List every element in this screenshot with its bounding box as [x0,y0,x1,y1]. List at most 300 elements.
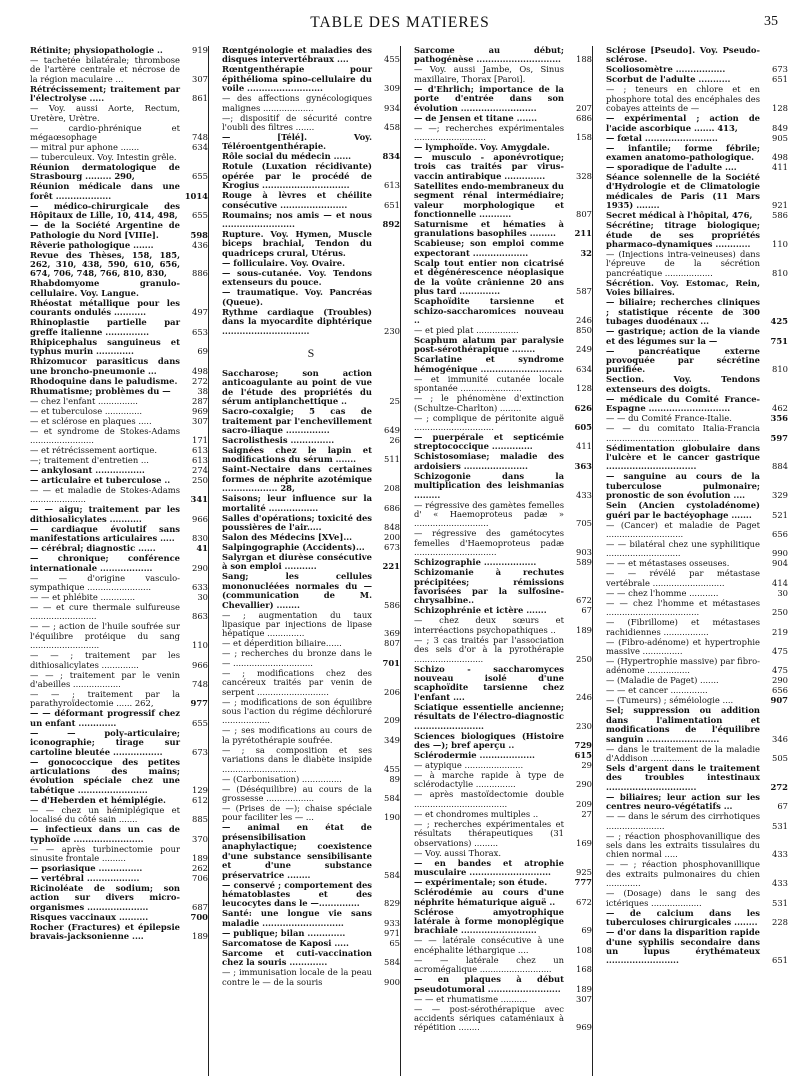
index-entry-page: 433 [772,849,788,860]
index-entry [414,616,592,635]
index-entry [606,221,788,249]
index-entry-text: Rythme cardiaque (Troubles) dans la myocardite diphtérique .............................. [222,306,372,336]
index-entry-page: 651 [384,199,400,210]
index-entry-page: 701 [382,657,400,668]
index-entry [30,338,208,357]
index-entry-text: Rhizomucor parasiticus dans une broncho-pneumonie ... [30,356,180,376]
index-entry [414,606,592,615]
index-entry [606,75,788,84]
index-entry-text: Rœntgenthérapie pour épithélioma spino-cellulaire du voile .......................... [222,64,372,94]
index-entry [222,939,400,948]
index-entry [222,572,400,610]
index-entry [30,85,208,104]
index-entry-text: — (Hypertrophie massive) par fibro-adénome ................ [606,656,760,676]
section-letter-heading: S [307,345,315,360]
index-entry-page: 807 [576,209,592,220]
index-entry-page: 38 [197,385,208,396]
index-entry-page: 65 [389,937,400,948]
index-entry-text: — Voy. aussi Aorte, Rectum, Uretère, Urètre. [30,103,180,123]
index-entry-page: 290 [772,675,788,686]
index-entry-page: 990 [772,548,788,559]
index-entry-page: 687 [192,901,208,912]
index-entry [606,909,788,928]
index-entry-page: 498 [192,365,208,376]
index-entry-text: — et rétrécissement aortique. [30,444,158,455]
index-entry-text: — régressive des gamétocytes femelles d'Haemoproteus padæ ............................... [414,528,564,558]
index-entry-page: 849 [772,122,788,133]
index-entry-page: 27 [581,808,592,819]
index-entry-text: — ; recherches du bronze dans le — .............................. [222,648,372,668]
index-entry [30,486,208,505]
index-entry-page: 686 [384,502,400,513]
index-entry-page: 905 [772,132,788,143]
index-entry-page: 589 [576,557,592,568]
index-entry-text: Rouge à lèvres et chéilite consécutive ....................... [222,190,372,210]
index-entry [222,494,400,513]
index-entry-text: Saccharose; son action anticoagulante au point de vue de l'étude des propriétés du sérum antiplanchettique .. [222,367,372,407]
index-entry-page: 848 [384,521,400,532]
index-entry-text: Salyrgan et diurèse consécutive à son emploi ........... [222,551,372,572]
index-entry-text: — expérimental ; action de l'acide ascorbique ....... 413, [606,113,760,133]
index-entry [414,124,592,143]
index-entry [606,134,788,143]
index-entry [414,732,592,751]
index-entry [414,355,592,374]
index-entry-text: Sels d'argent dans le traitement des troubles intestinaux ............................... [606,763,760,792]
index-entry [414,529,592,557]
index-entry-page: 748 [192,678,208,689]
index-entry-page: 633 [192,581,208,592]
index-entry-page: 729 [574,740,592,751]
index-entry-text: Rôle social du médecin ...... [222,151,352,162]
index-entry [414,414,592,433]
index-entry [606,764,788,792]
index-entry [222,698,400,726]
index-entry [30,466,208,475]
index-entry-text: — fœtal ......................... [606,132,718,143]
index-entry [414,220,592,239]
index-entry-text: Sel; suppression ou addition dans l'alimentation et modifications de l'équilibre sanguin ......................... [606,705,760,744]
index-entry-page: 455 [384,763,400,774]
index-columns [30,46,788,1076]
index-entry [30,825,208,844]
index-entry-text: — de Jensen et titane ....... [414,112,538,123]
index-entry-page: 206 [384,686,400,697]
index-entry [222,746,400,774]
index-entry-page: 863 [192,611,208,622]
index-entry-page: 189 [576,983,592,994]
index-entry-page: 969 [192,405,208,416]
index-entry-page: 511 [384,454,400,465]
index-entry [222,533,400,542]
index-entry [30,884,208,912]
index-entry-page: 886 [192,268,208,279]
index-entry [606,860,788,888]
index-entry-text: — et tuberculose .............. [30,405,143,416]
index-entry [606,569,788,588]
index-entry-page: 108 [576,944,592,955]
index-entry [606,638,788,657]
index-entry-text: — folliculaire. Voy. Ovaire. [222,257,346,268]
index-entry-page: 505 [772,753,788,764]
index-entry [606,540,788,559]
index-entry-page: 656 [772,528,788,539]
index-entry-text: Scalp tout entier non cicatrisé et dégénérescence néoplasique de la voûte crânienne 20 ans plus tard .............. [414,257,564,297]
index-entry [414,182,592,220]
index-entry [606,559,788,568]
index-entry-text: Saturnisme et hématies à granulations basophiles ......... [414,219,564,239]
index-entry [606,589,788,598]
index-entry [414,888,592,907]
index-entry-page: 613 [192,454,208,465]
index-entry-page: 861 [192,93,208,104]
index-entry-text: — à marche rapide à type de sclérodactylie ............... [414,770,564,790]
index-entry [222,881,400,909]
index-entry [30,806,208,825]
index-entry-text: Revue des Thèses, 158, 185, 262, 310, 438, 590, 610, 656, 674, 706, 748, 766, 810, 830, [30,249,180,279]
index-entry [414,143,592,152]
index-entry-text: Rhodoquine dans le paludisme. [30,375,178,386]
index-entry [30,874,208,883]
index-entry-page: 30 [777,587,788,598]
index-entry [30,104,208,123]
index-entry-page: 850 [576,324,592,335]
index-entry-page: 67 [581,605,592,616]
index-entry-page: 230 [576,720,592,731]
index-entry-text: Sarcome et cuti-vaccination chez la souris ............. [222,947,372,968]
index-entry [30,182,208,201]
index-entry-page: 356 [770,413,788,424]
index-entry-text: — ; réaction phosphovanillique des sels dans les extraits tissulaires du chien normal ..... [606,830,760,860]
index-entry-page: 411 [576,441,592,452]
index-entry-text: Schistosomiase; maladie des ardoisiers ...................... [414,451,564,471]
index-entry-page: 329 [772,490,788,501]
index-entry-page: 615 [574,750,592,761]
index-entry-page: 969 [576,1022,592,1033]
index-entry-text: Scorbut de l'adulte ........... [606,74,731,85]
index-entry-text: — pancréatique externe provoquée par sécrétine purifiée. [606,345,760,375]
index-entry [222,65,400,93]
index-entry-page: 498 [772,152,788,163]
index-entry [30,758,208,796]
index-entry-text: — chez l'enfant ............... [30,395,138,406]
index-entry-text: Section. Voy. Tendons extenseurs des doigts. [606,374,760,394]
index-entry-text: — puerpérale et septicémie streptococcique .............. [414,431,564,452]
index-entry [414,239,592,258]
index-entry-text: — — et maladie de Stokes-Adams ..................... [30,484,180,505]
index-entry-text: — cardiaque évolutif sans manifestations articulaires ..... [30,523,180,544]
index-entry [30,525,208,544]
index-entry [30,923,208,942]
index-entry-text: — — chez l'homme ........... [606,587,719,598]
index-entry-page: 290 [192,562,208,573]
index-entry [414,665,592,703]
index-entry-text: Rhéostat métallique pour les courants ondulés ........... [30,297,180,318]
index-entry-page: 208 [384,483,400,494]
index-entry-text: Roumains; nos amis — et nous ......................... [222,209,372,230]
index-entry-text: Secret médical à l'hôpital, 476, [606,210,753,221]
index-entry-text: Sein (Ancien cystoladénome) guéri par le bactéyophage ....... [606,500,760,520]
index-entry-text: — d'or dans la disparition rapide d'une syphilis secondaire dans un lupus érythémateux ......................... [606,927,760,966]
index-entry-text: — biliaires; leur action sur les centres neuro-végétatifs ... [606,791,760,812]
index-entry [30,251,208,279]
index-entry-text: Sclérodémie au cours d'une néphrite hématurique aiguë .. [414,887,564,907]
index-entry-text: — cardio-phrénique et mégaœsophage [30,122,180,143]
index-entry [222,775,400,784]
index-entry [222,407,400,435]
index-entry-page: 190 [384,812,400,823]
index-entry-page: 26 [389,434,400,445]
index-entry-text: Sclérodermie ................... [414,750,535,761]
index-entry [222,152,400,161]
index-entry-text: Saisons; leur influence sur la mortalité ................. [222,493,372,513]
index-entry-page: 168 [576,964,592,975]
index-entry-text: Sécrétine; titrage biologique; étude de ses propriétés pharmaco-dynamiques ............ [606,220,760,250]
index-entry [222,162,400,190]
index-entry-page: 30 [197,591,208,602]
index-entry [30,544,208,553]
index-entry [222,369,400,407]
index-entry-text: Sarcome au début; pathogénèse ............................. [414,46,564,65]
index-entry-text: — conservé ; comportement des hématoblastes et des leucocytes dans le —.............. [222,879,372,909]
index-entry-page: 129 [192,784,208,795]
index-entry-page: 128 [576,383,592,394]
index-entry [222,436,400,445]
index-entry-page: 656 [772,685,788,696]
index-entry-page: 497 [192,307,208,318]
index-entry [30,299,208,318]
index-entry-text: — — et cancer .............. [606,685,708,696]
index-entry-page: 884 [772,461,788,472]
index-entry-text: — d'Heberden et hémiplégie. [30,794,166,805]
index-entry [222,288,400,307]
index-entry [414,820,592,848]
index-entry [222,639,400,648]
index-entry [30,202,208,221]
index-entry [606,686,788,695]
index-entry-text: — —; recherches expérimentales ........................... [414,122,564,143]
index-entry-text: Rotule (Luxation récidivante) opérée par le procédé de Krogius .............................. [222,161,372,191]
index-entry-page: 221 [382,561,400,572]
index-entry-text: — Voy. aussi Thorax. [414,847,502,858]
index-entry-page: 169 [576,837,592,848]
index-entry-text: Sédimentation globulaire dans l'ulcère et le cancer gastrique ............................... [606,442,760,472]
index-entry-page: 29 [581,760,592,771]
index-entry-page: 307 [192,73,208,84]
index-entry-page: 966 [192,513,208,524]
index-entry-page: 249 [576,344,592,355]
index-entry-page: 672 [576,896,592,907]
index-entry-page: 309 [384,83,400,94]
index-entry-text: — sporadique de l'adulte .... [606,162,737,173]
index-entry-text: — cérébral; diagnostic ...... [30,543,156,554]
index-entry-text: — ; ses modifications au cours de la pyrétothérapie soufrée. [222,725,372,745]
index-entry [606,706,788,744]
index-entry [222,726,400,745]
index-entry-page: 586 [772,210,788,221]
index-entry-text: — — bilatéral chez une syphilitique ............................ [606,538,760,559]
index-entry-text: — ; le phénomène d'extinction (Schultze-Charlton) ........ [414,393,564,413]
index-entry-page: 363 [574,460,592,471]
index-entry-text: — sous-cutanée. Voy. Tendons extenseurs du pouce. [222,267,372,288]
index-entry-text: — — du comitato Italia-Francia ................................... [606,423,760,443]
index-entry-page: 892 [382,219,400,230]
index-entry-page: 287 [192,395,208,406]
index-entry-page: 128 [772,103,788,114]
index-entry [222,133,400,152]
index-entry-page: 188 [576,54,592,65]
index-entry [414,936,592,955]
index-entry-text: — [Télé]. Voy. Téléroentgenthérapie. [222,132,372,152]
index-entry-text: — atypique ...................... [414,760,524,771]
index-entry [222,543,400,552]
index-entry-page: 433 [772,878,788,889]
index-entry-page: 189 [576,624,592,635]
index-entry-text: — (Cancer) et maladie de Paget ............................. [606,519,760,539]
index-entry [30,671,208,690]
index-entry [30,221,208,240]
index-entry-text: Scaphoïdite tarsienne et schizo-saccharomices nouveau .. [414,296,564,325]
index-entry [222,785,400,804]
index-entry [606,793,788,812]
index-entry-text: — médicale du Comité France-Espagne ............................ [606,393,760,414]
index-entry [606,327,788,346]
index-entry [30,241,208,250]
index-entry-text: — d'Ehrlich; importance de la porte d'entrée dans son évolution .......................... [414,83,564,113]
index-entry [606,114,788,133]
page-number: 35 [764,14,778,29]
index-entry-text: Rœntgénologie et maladies des disques intervertébraux .... [222,46,372,65]
index-entry-page: 613 [192,444,208,455]
index-entry [414,995,592,1004]
index-entry-text: — — et phlébite ............. [30,591,136,602]
index-entry-page: 706 [192,873,208,884]
index-entry-page: 810 [772,267,788,278]
page-title: TABLE DES MATIERES [310,14,490,31]
index-entry-text: Sarcomatose de Kaposi ..... [222,937,349,948]
index-entry-text: Séance solennelle de la Société d'Hydrologie et de Climatologie médicales de Paris (11 Mars 1935) ........ [606,172,760,211]
index-entry [414,878,592,887]
index-entry-page: 655 [192,210,208,221]
index-entry-page: 414 [772,577,788,588]
index-entry-page: 200 [384,531,400,542]
index-entry [30,397,208,406]
index-entry [414,751,592,760]
index-entry [606,163,788,172]
index-entry-text: Saint-Nectaire dans certaines formes de néphrite azotémique ................... 28, [222,464,372,494]
index-entry [222,114,400,133]
index-entry-text: — — poly-articulaire; iconographie; tirage sur cartoline bleutée ................. [30,727,180,757]
index-entry-text: — et chondromes multiples .. [414,808,539,819]
index-entry [30,505,208,524]
index-entry-page: 634 [192,142,208,153]
index-entry [30,387,208,396]
index-entry-text: — et sclérose en plaques ..... [30,415,152,426]
index-entry-text: Rupture. Voy. Hymen, Muscle biceps brachial, Tendon du quadriceps crural, Utérus. [222,229,372,258]
index-entry-text: — — latérale consécutive à une encéphalite léthargique .... [414,935,564,955]
index-entry [414,433,592,452]
index-entry-page: 436 [192,239,208,250]
index-column-4 [606,46,788,1076]
index-entry-text: — — et cure thermale sulfureuse ......................... [30,601,180,622]
index-entry [30,845,208,864]
index-entry-page: 110 [192,640,208,651]
index-entry-text: Salon des Médecins [XVe]... [222,531,353,542]
index-entry [606,889,788,908]
index-entry [606,298,788,326]
index-entry-text: Satellites endo-membraneux du segment rénal intermédiaire; valeur morphologique et fonctionnelle ........... [414,180,564,220]
index-entry-page: 250 [192,474,208,485]
index-entry-page: 89 [389,773,400,784]
index-entry-page: 341 [190,494,208,505]
index-entry [606,928,788,966]
index-entry [414,859,592,878]
index-entry-text: — — ; action de l'huile soufrée sur l'équilibre protéique du sang .......................... [30,621,180,651]
index-entry [30,913,208,922]
index-entry-text: Schizogonie dans la multiplication des leishmanias ......... [414,470,564,500]
index-entry [606,173,788,211]
index-entry [222,46,400,65]
index-entry [414,65,592,84]
index-entry [414,326,592,335]
index-entry-text: — régressive des gamètes femelles d' « Haemoproteus padæ » ............................ [414,499,564,529]
index-entry [30,709,208,728]
index-entry-page: 475 [772,665,788,676]
index-entry-text: Saignées chez le lapin et modifications du sérum ....... [222,444,372,465]
index-entry [414,85,592,113]
index-entry-text: — (Carbonisation) ............... [222,773,342,784]
index-entry-page: 370 [192,833,208,844]
index-entry [222,94,400,113]
index-entry-text: Rétinite; physiopathologie .. [30,46,163,55]
index-entry-text: — des affections gynécologiques malignes ................... [222,93,372,113]
index-entry-page: 651 [772,74,788,85]
index-entry [30,417,208,426]
index-entry-text: Salles d'opérations; toxicité des poussières de l'air..... [222,512,372,532]
index-entry [606,211,788,220]
index-entry-text: Rhabdomyome granulo-cellulaire. Voy. Langue. [30,278,180,298]
index-entry-text: — infectieux dans un cas de typhoïde ........................ [30,824,180,844]
index-entry-page: 171 [192,434,208,445]
index-entry-page: 69 [197,346,208,357]
index-entry-page: 250 [576,653,592,664]
index-entry [222,211,400,230]
index-entry-text: — sanguine au cours de la tuberculose pulmonaire; pronostic de son évolution .... [606,471,760,501]
index-entry [30,864,208,873]
index-entry-page: 209 [384,715,400,726]
index-entry-page: 673 [384,541,400,552]
index-entry [30,46,208,55]
index-entry-text: — — et rhumatisme .......... [414,993,528,1004]
index-entry-page: 977 [190,698,208,709]
index-entry-text: — (Maladie de Paget) ....... [606,675,719,686]
index-entry-text: Sacrolisthesis ............... [222,434,335,445]
index-entry [606,696,788,705]
index-entry-text: — ; 3 cas traités par l'association des sels d'or à la pyrothérapie .......................... [414,634,564,664]
index-entry [30,163,208,182]
index-entry-page: 41 [196,543,208,554]
index-entry-text: Rétrécissement; traitement par l'électrolyse ..... [30,83,180,104]
index-entry [414,790,592,809]
index-entry [222,446,400,465]
index-entry [414,501,592,529]
index-entry [606,657,788,676]
page-header [0,10,800,34]
index-entry [414,849,592,858]
index-entry-page: 349 [384,734,400,745]
index-entry-text: — chez deux sœurs et interréactions psychopathiques .. [414,615,564,635]
index-entry-text: — — latérale chez un acromégalique ........................... [414,954,564,975]
